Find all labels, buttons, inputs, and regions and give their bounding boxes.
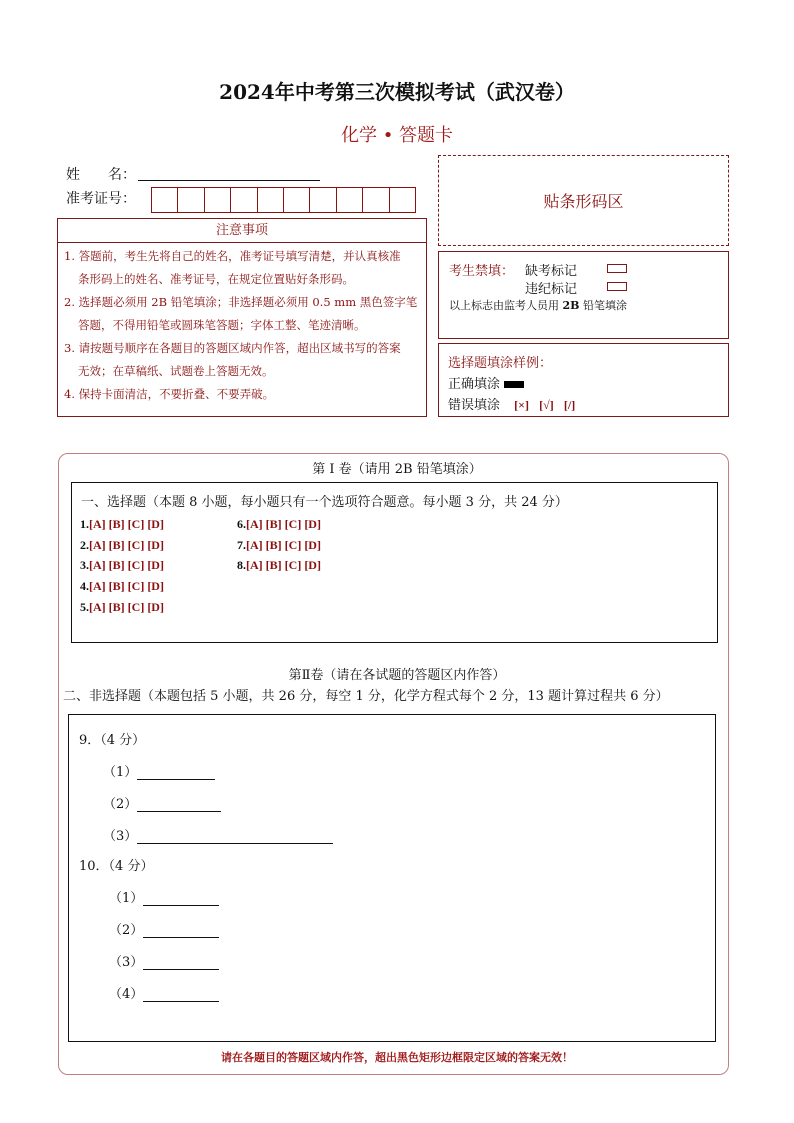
sample-title: 选择题填涂样例： xyxy=(448,356,553,371)
id-number-boxes[interactable] xyxy=(151,187,416,213)
sub-label: （4） xyxy=(109,987,144,1002)
choice-question[interactable]: 1.[A] [B] [C] [D] xyxy=(80,517,164,531)
part2-section: 二、非选择题（本题包括 5 小题，共 26 分，每空 1 分，化学方程式每个 2 分，13 题计算过程共 6 分） xyxy=(63,689,669,704)
choice-col-1 xyxy=(80,514,164,618)
sample-box xyxy=(438,343,729,417)
answer-blank[interactable] xyxy=(137,797,221,812)
choice-question[interactable]: 4.[A] [B] [C] [D] xyxy=(80,579,164,594)
wrong-sample: 错误填涂 [×] [√] [/] xyxy=(448,398,576,413)
choice-question[interactable]: 6.[A] [B] [C] [D] xyxy=(237,517,321,531)
q9-title: 9．（4 分） xyxy=(79,733,146,748)
filled-mark-icon xyxy=(504,381,524,388)
notice-item: 条形码上的姓名、准考证号，在规定位置贴好条形码。 xyxy=(78,272,354,286)
choice-box xyxy=(71,482,718,643)
q10-title: 10．（4 分） xyxy=(79,859,154,874)
answer-blank[interactable] xyxy=(143,955,219,970)
sub-label: （2） xyxy=(109,923,144,938)
choice-question[interactable]: 7.[A] [B] [C] [D] xyxy=(237,537,321,552)
barcode-area xyxy=(438,155,729,246)
answer-blank[interactable] xyxy=(143,923,219,938)
proctor-box xyxy=(438,251,729,339)
written-answer-box xyxy=(68,714,716,1042)
part1-heading: 第 I 卷（请用 2B 铅笔填涂） xyxy=(312,462,482,477)
name-field[interactable] xyxy=(138,166,320,181)
notice-item: 2. 选择题必须用 2B 铅笔填涂；非选择题必须用 0.5 mm 黑色签字笔 xyxy=(64,295,418,309)
notice-title: 注意事项 xyxy=(57,218,427,243)
part1-section: 一、选择题（本题 8 小题，每小题只有一个选项符合题意。每小题 3 分，共 24 分） xyxy=(81,495,568,510)
part2-heading: 第Ⅱ卷（请在各试题的答题区内作答） xyxy=(288,668,506,683)
answer-blank[interactable] xyxy=(137,829,333,844)
subject-title: 化学 • 答题卡 xyxy=(340,125,454,146)
footer-warning: 请在各题目的答题区域内作答，超出黑色矩形边框限定区域的答案无效！ xyxy=(221,1051,573,1064)
id-label: 准考证号： xyxy=(66,191,136,207)
answer-blank[interactable] xyxy=(143,987,219,1002)
choice-question[interactable]: 3.[A] [B] [C] [D] xyxy=(80,558,164,573)
choice-question[interactable]: 2.[A] [B] [C] [D] xyxy=(80,537,164,552)
name-label: 姓 名： xyxy=(66,167,136,183)
choice-col-2 xyxy=(237,514,321,576)
notice-item: 1. 答题前，考生先将自己的姓名，准考证号填写清楚，并认真核准 xyxy=(64,249,401,263)
sub-label: （3） xyxy=(109,955,144,970)
sub-label: （3） xyxy=(103,829,138,844)
notice-body xyxy=(57,242,427,417)
answer-blank[interactable] xyxy=(137,765,215,780)
proctor-label: 考生禁填： xyxy=(449,264,515,279)
notice-item: 答题，不得用铅笔或圆珠笔答题；字体工整、笔迹清晰。 xyxy=(78,318,366,332)
choice-question[interactable]: 8.[A] [B] [C] [D] xyxy=(237,558,321,573)
exam-title: 2024年中考第三次模拟考试（武汉卷） xyxy=(219,80,575,104)
choice-question[interactable]: 5.[A] [B] [C] [D] xyxy=(80,599,164,614)
correct-sample: 正确填涂 xyxy=(448,373,524,392)
proctor-note: 以上标志由监考人员用 2B 铅笔填涂 xyxy=(449,299,627,312)
violation-mark-box[interactable] xyxy=(607,282,627,291)
absent-mark-box[interactable] xyxy=(607,264,627,273)
notice-item: 4. 保持卡面清洁，不要折叠、不要弄破。 xyxy=(64,387,275,401)
sub-label: （1） xyxy=(109,891,144,906)
notice-item: 3. 请按题号顺序在各题目的答题区域内作答，超出区域书写的答案 xyxy=(64,341,401,355)
absent-label: 缺考标记 xyxy=(525,264,578,279)
notice-item: 无效；在草稿纸、试题卷上答题无效。 xyxy=(78,364,274,378)
answer-blank[interactable] xyxy=(143,891,219,906)
sub-label: （2） xyxy=(103,797,138,812)
sub-label: （1） xyxy=(103,765,138,780)
violation-label: 违纪标记 xyxy=(525,282,578,297)
barcode-label: 贴条形码区 xyxy=(543,192,624,211)
